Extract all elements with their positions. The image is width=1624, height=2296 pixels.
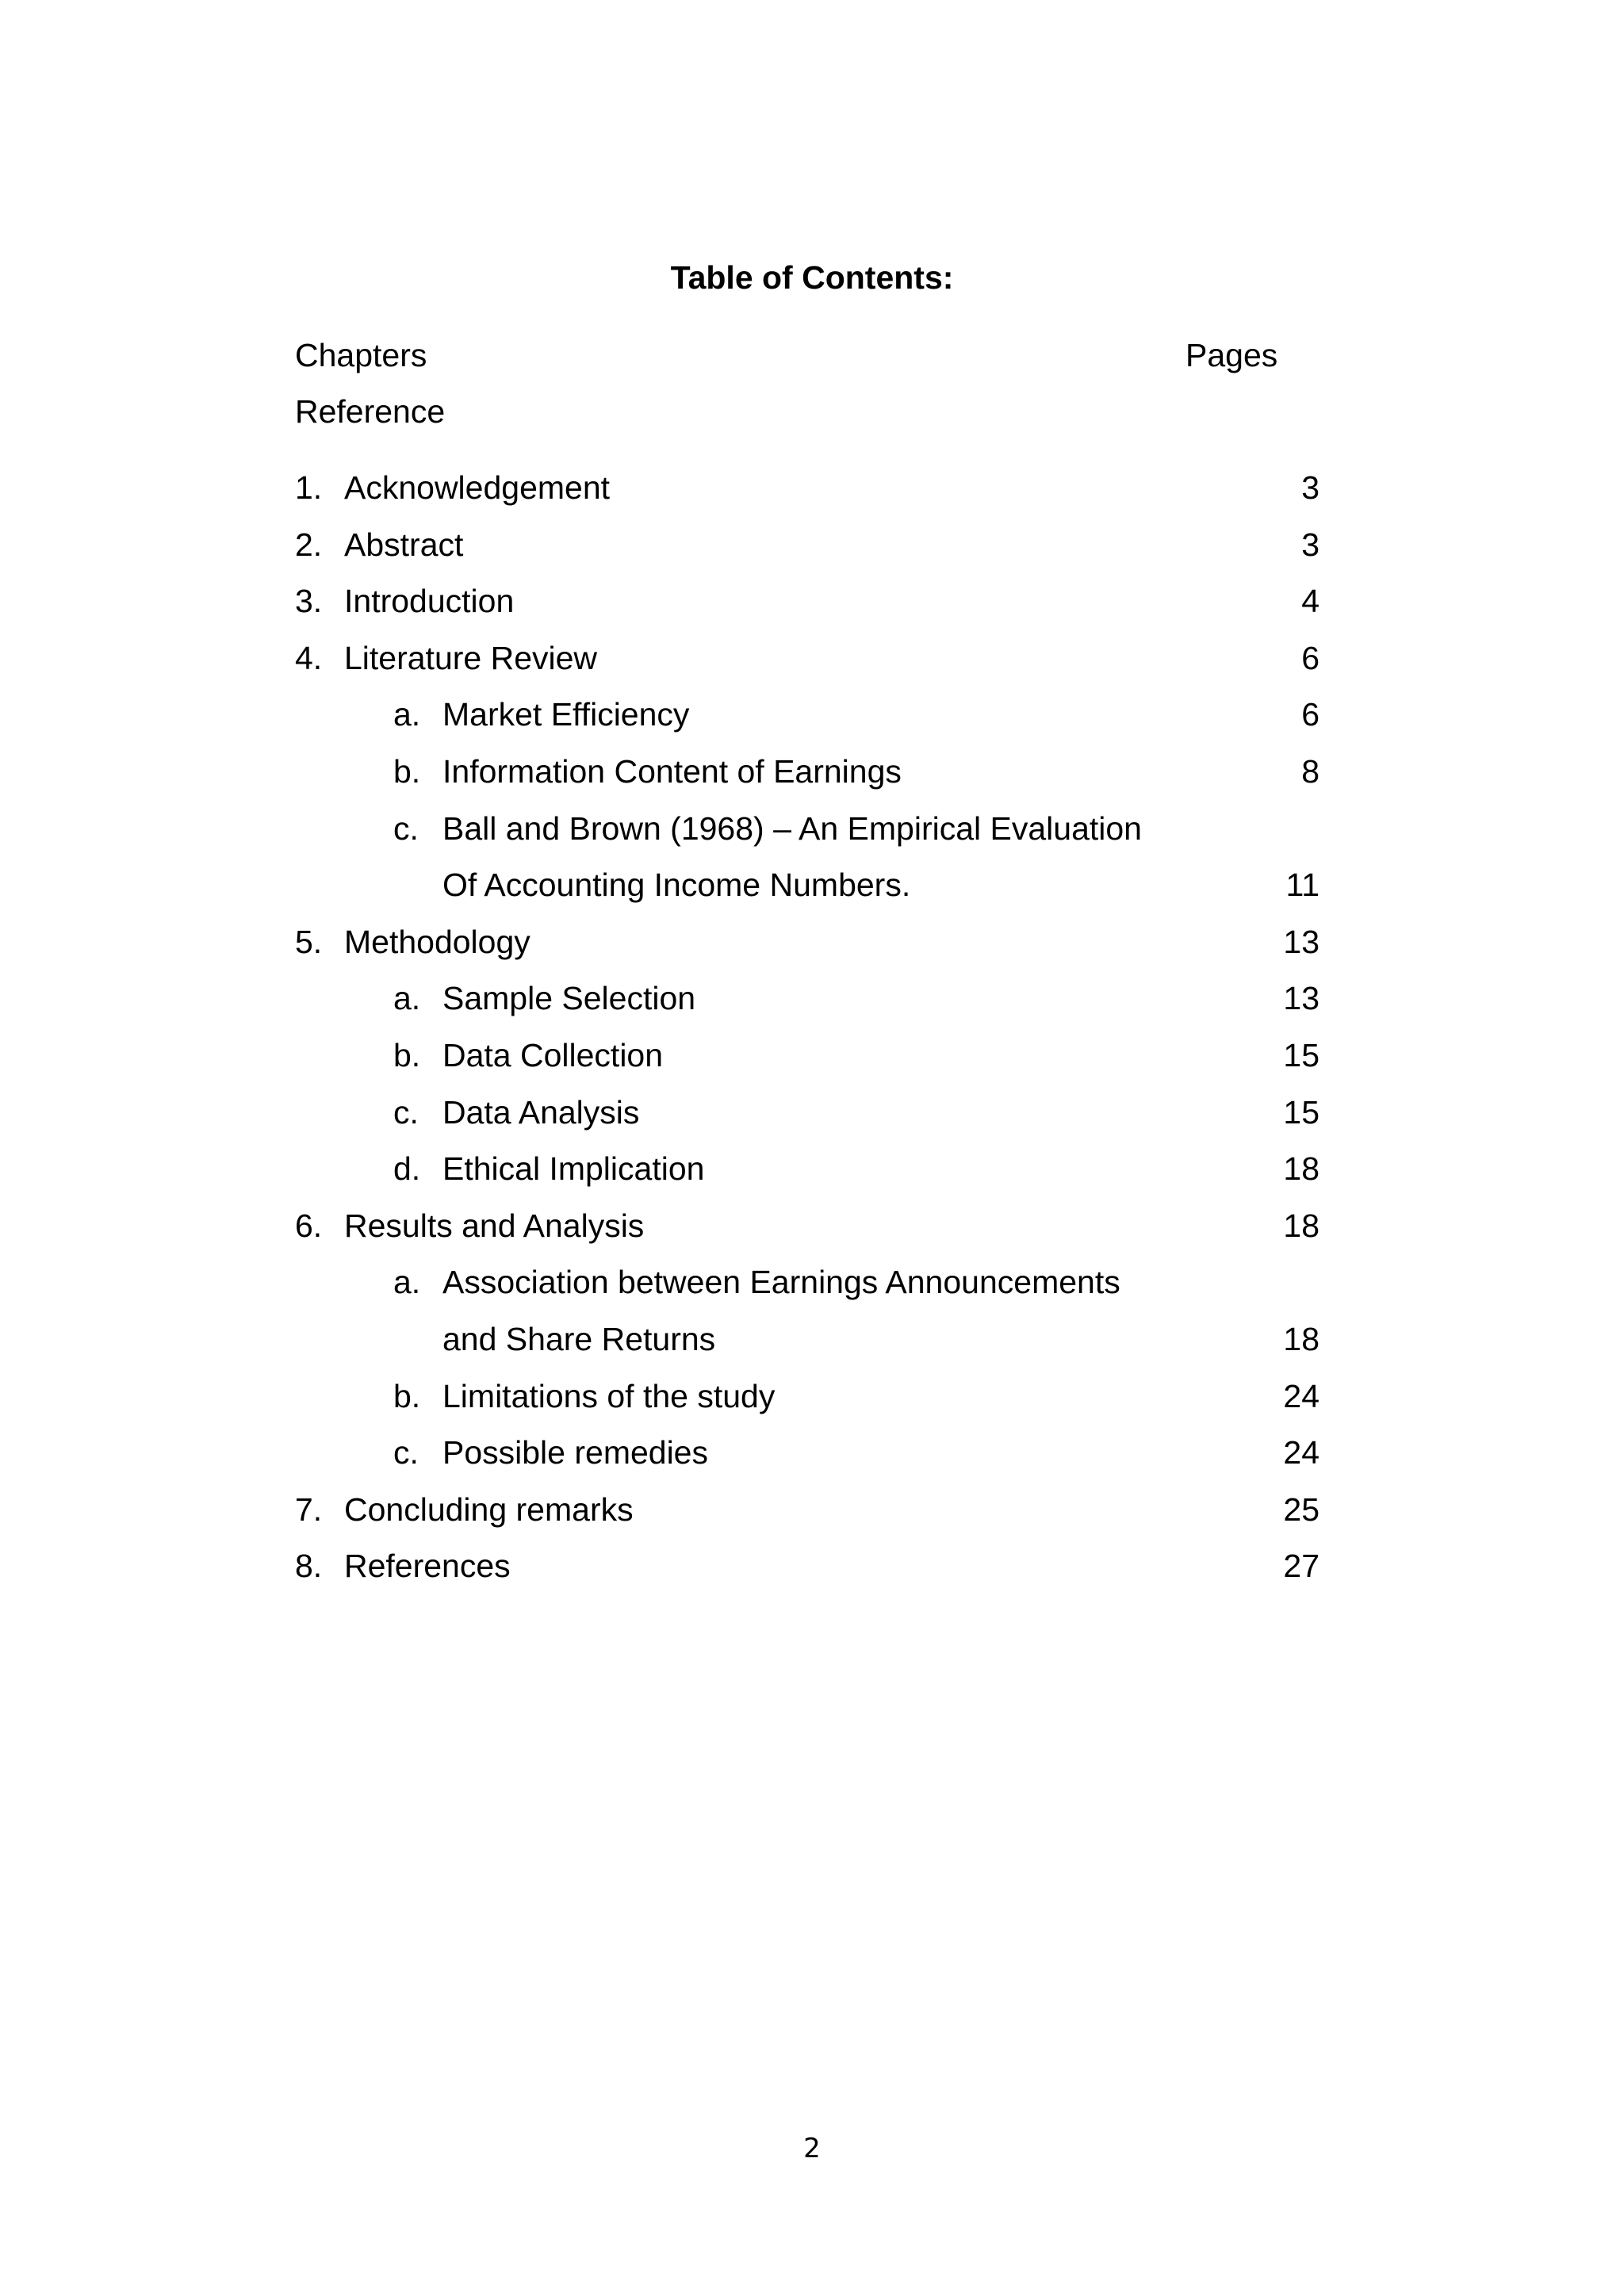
toc-entry-number: c.: [393, 1434, 419, 1471]
toc-entry-page: 3: [1301, 526, 1320, 563]
toc-entry-label: Methodology: [344, 923, 530, 960]
toc-entry: [0, 1429, 1624, 1486]
toc-entry-label: Data Analysis: [442, 1093, 640, 1131]
toc-entry-label: Results and Analysis: [344, 1207, 645, 1244]
toc-entry-label: Of Accounting Income Numbers.: [442, 867, 911, 904]
chapters-header: Chapters: [295, 337, 427, 373]
toc-entry-number: 6.: [295, 1207, 323, 1244]
toc-entry: [0, 1145, 1624, 1202]
toc-entry: [0, 974, 1624, 1031]
toc-entry-page: 13: [1283, 923, 1320, 960]
toc-entry-page: 11: [1285, 867, 1320, 904]
toc-entry: [0, 634, 1624, 691]
toc-entry: [0, 918, 1624, 975]
toc-entry: [0, 1372, 1624, 1429]
toc-entry-page: 24: [1283, 1377, 1320, 1414]
page-number: 2: [803, 2133, 821, 2164]
toc-entry-page: 15: [1283, 1093, 1320, 1131]
toc-entry: [0, 577, 1624, 634]
toc-entry: [0, 691, 1624, 748]
toc-entry-number: 3.: [295, 583, 323, 620]
toc-entry: [0, 1542, 1624, 1599]
toc-entry: [0, 1315, 1624, 1372]
toc-entry-page: 27: [1283, 1548, 1320, 1585]
toc-entry-page: 6: [1301, 696, 1320, 733]
toc-entry: [0, 1486, 1624, 1543]
toc-entry-page: 18: [1283, 1320, 1320, 1357]
toc-entry-number: c.: [393, 809, 419, 847]
toc-entry-label: Information Content of Earnings: [442, 752, 902, 790]
reference-header: Reference: [295, 393, 446, 430]
toc-entry-page: 24: [1283, 1434, 1320, 1471]
toc-entry: [0, 1089, 1624, 1146]
toc-entry-label: and Share Returns: [442, 1320, 716, 1357]
toc-entry-page: 13: [1283, 980, 1320, 1017]
toc-entry-label: Ball and Brown (1968) – An Empirical Evaluation: [442, 809, 1142, 847]
toc-entry-label: Concluding remarks: [344, 1490, 634, 1528]
toc-entry-page: 15: [1283, 1036, 1320, 1073]
toc-entry-label: Introduction: [344, 583, 515, 620]
pages-header: Pages: [1185, 337, 1278, 373]
toc-entry-label: Market Efficiency: [442, 696, 690, 733]
toc-entry-number: b.: [393, 1377, 421, 1414]
toc-entry: [0, 521, 1624, 578]
toc-entry-label: Data Collection: [442, 1036, 664, 1073]
toc-entry-number: d.: [393, 1150, 421, 1188]
toc-entry-page: 18: [1283, 1207, 1320, 1244]
toc-entry: [0, 805, 1624, 862]
toc-entry-page: 6: [1301, 639, 1320, 676]
toc-entry: [0, 1031, 1624, 1089]
toc-entry-label: Sample Selection: [442, 980, 696, 1017]
toc-entry-label: Association between Earnings Announcements: [442, 1264, 1120, 1301]
toc-entry-label: Limitations of the study: [442, 1377, 776, 1414]
toc-entry-number: a.: [393, 980, 421, 1017]
toc-entry-number: 5.: [295, 923, 323, 960]
toc-entry-number: 2.: [295, 526, 323, 563]
toc-entry-number: c.: [393, 1093, 419, 1131]
toc-entry-number: a.: [393, 696, 421, 733]
toc-entry-page: 4: [1301, 583, 1320, 620]
toc-entry: [0, 861, 1624, 918]
toc-entry-label: Acknowledgement: [344, 469, 611, 506]
toc-entry-page: 25: [1283, 1490, 1320, 1528]
toc-entry-number: 4.: [295, 639, 323, 676]
toc-entry-page: 3: [1301, 469, 1320, 506]
toc-entry-label: Literature Review: [344, 639, 598, 676]
toc-entry-number: 7.: [295, 1490, 323, 1528]
toc-entry-page: 8: [1301, 752, 1320, 790]
toc-entry: [0, 464, 1624, 521]
toc-entry-number: a.: [393, 1264, 421, 1301]
toc-entry-number: b.: [393, 1036, 421, 1073]
toc-list: [0, 464, 1624, 1599]
toc-title: Table of Contents:: [670, 259, 954, 296]
toc-entry-label: References: [344, 1548, 511, 1585]
toc-entry: [0, 748, 1624, 805]
toc-entry-page: 18: [1283, 1150, 1320, 1188]
toc-entry-number: 8.: [295, 1548, 323, 1585]
toc-entry-label: Possible remedies: [442, 1434, 708, 1471]
toc-entry: [0, 1258, 1624, 1315]
toc-entry: [0, 1202, 1624, 1259]
toc-entry-number: b.: [393, 752, 421, 790]
toc-entry-label: Ethical Implication: [442, 1150, 705, 1188]
toc-entry-label: Abstract: [344, 526, 464, 563]
toc-entry-number: 1.: [295, 469, 323, 506]
